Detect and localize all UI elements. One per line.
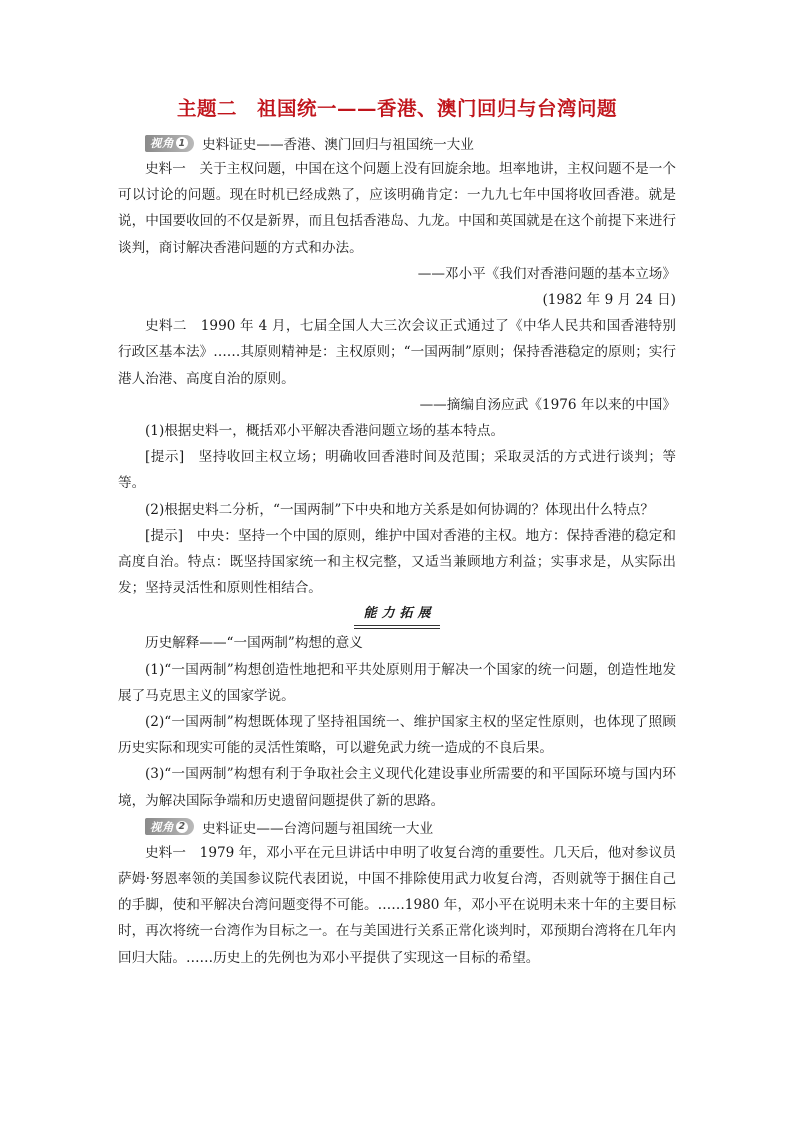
document-page (118, 94, 676, 971)
source-citation-2: ——摘编自汤应武《1976 年以来的中国》 (419, 396, 676, 413)
page-title: 主题二 祖国统一——香港、澳门回归与台湾问题 (176, 97, 617, 120)
perspective-number: 1 (176, 137, 188, 149)
source-passage-2: 史料二 1990 年 4 月，七届全国人大三次会议正式通过了《中华人民共和国香港特别行政区基本法》……其原则精神是：主权原则；“一国两制”原则；保持香港稳定的原则；实行港人治港、高度自治的原则。 (118, 318, 676, 387)
perspective-number: 2 (176, 821, 188, 833)
source-citation-1: ——邓小平《我们对香港问题的基本立场》 (417, 265, 676, 282)
ability-extension-heading (118, 603, 676, 626)
history-interpretation-heading: 历史解释——“一国两制”构想的意义 (145, 635, 363, 652)
significance-point-2: (2)“一国两制”构想既体现了坚持祖国统一、维护国家主权的坚定性原则，也体现了照顾历史实际和现实可能的灵活性策略，可以避免武力统一造成的不良后果。 (118, 714, 676, 757)
answer-hint-1: [提示] 坚持收回主权立场；明确收回香港时间及范围；采取灵活的方式进行谈判；等等。 (118, 449, 676, 492)
source-passage-1: 史料一 关于主权问题，中国在这个问题上没有回旋余地。坦率地讲，主权问题不是一个可以讨论的问题。现在时机已经成熟了，应该明确肯定：一九九七年中国将收回香港。就是说，中国要收回的不仅是新界，而且包括香港岛、九龙。中国和英国就是在这个前提下来进行谈判，商讨解决香港问题的方式和办法。 (118, 161, 676, 256)
significance-point-3: (3)“一国两制”构想有利于争取社会主义现代化建设事业所需要的和平国际环境与国内环境，为解决国际争端和历史遗留问题提供了新的思路。 (118, 766, 676, 809)
perspective-badge-label: 视角 (150, 819, 174, 834)
source-date-1: (1982 年 9 月 24 日) (542, 292, 676, 309)
perspective-1-heading (145, 130, 676, 156)
answer-hint-2: [提示] 中央：坚持一个中国的原则，维护中国对香港的主权。地方：保持香港的稳定和高度自治。特点：既坚持国家统一和主权完整，又适当兼顾地方利益；实事求是，从实际出发；坚持灵活性和原则性相结合。 (118, 527, 676, 597)
question-2: (2)根据史料二分析，“一国两制”下中央和地方关系是如何协调的？体现出什么特点？ (145, 501, 654, 518)
significance-point-1: (1)“一国两制”构想创造性地把和平共处原则用于解决一个国家的统一问题，创造性地发展了马克思主义的国家学说。 (118, 661, 676, 704)
perspective-badge-label: 视角 (150, 136, 174, 150)
source-passage-3: 史料一 1979 年，邓小平在元旦讲话中申明了收复台湾的重要性。几天后，他对参议员萨姆·努恩率领的美国参议院代表团说，中国不排除使用武力收复台湾，否则就等于捆住自己的手脚，使和平解决台湾问题变得不可能。……1980 年，邓小平在说明未来十年的主要目标时，再次将统一台湾作为目标之一。在与美国进行关系正常化谈判时，邓预期台湾将在几年内回归大陆。……历史上的先例也为邓小平提供了实现这一目标的希望。 (118, 844, 676, 966)
perspective-title: 史料证史——台湾问题与祖国统一大业 (202, 820, 434, 837)
perspective-title: 史料证史——香港、澳门回归与祖国统一大业 (202, 137, 474, 153)
perspective-badge (145, 135, 194, 152)
perspective-2-heading (145, 814, 676, 840)
ability-extension-label: 能力拓展 (354, 603, 439, 626)
question-1: (1)根据史料一，概括邓小平解决香港问题立场的基本特点。 (145, 423, 505, 440)
perspective-badge (145, 818, 194, 835)
